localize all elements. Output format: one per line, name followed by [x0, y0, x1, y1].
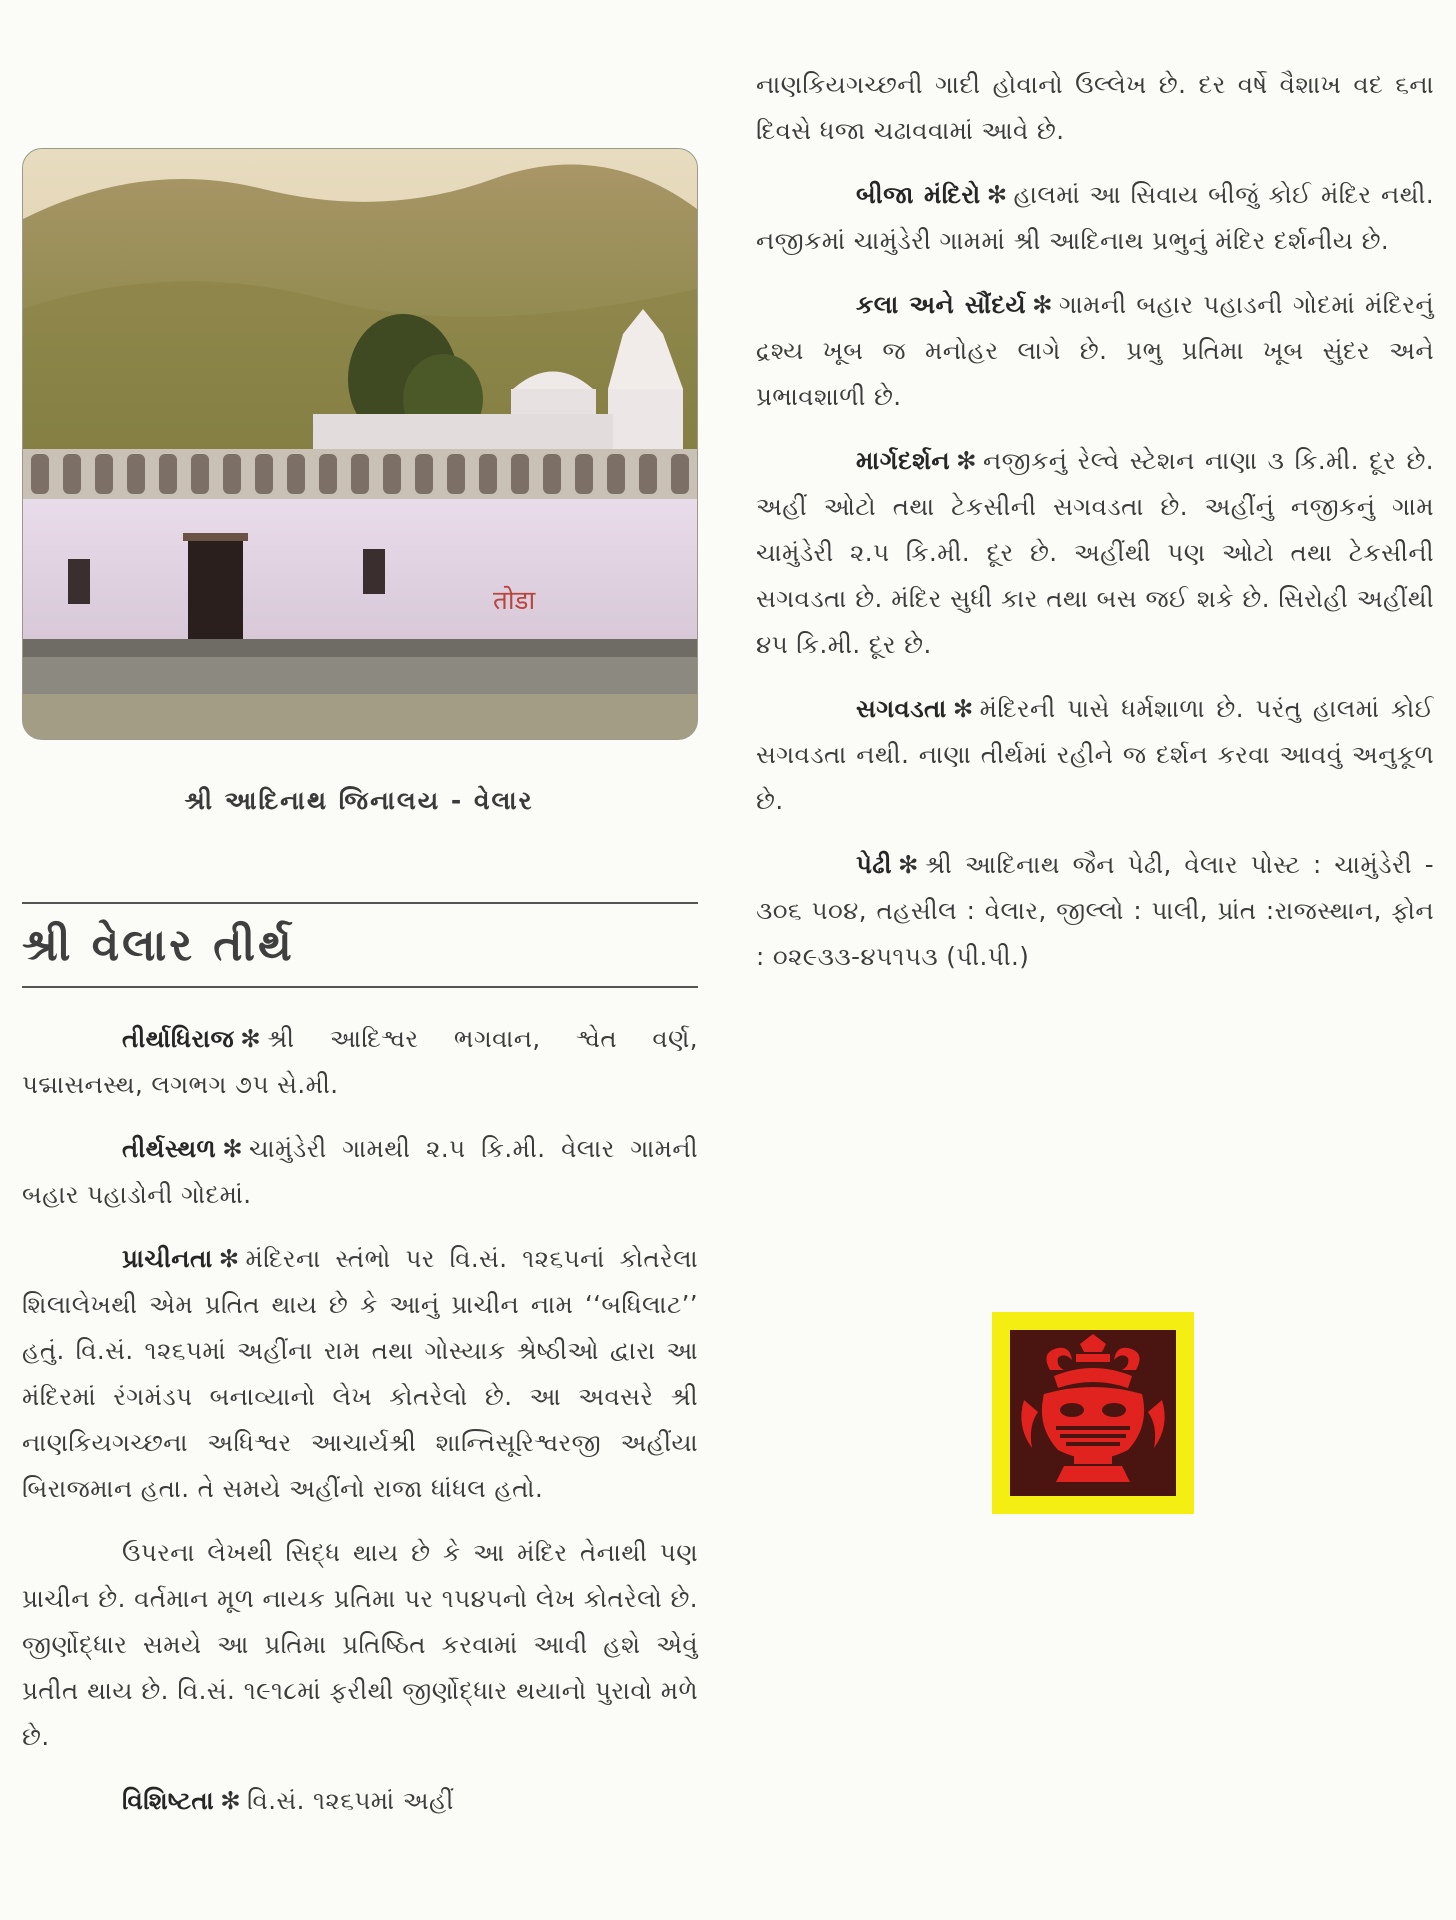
star-separator: ✻	[956, 446, 977, 475]
kalash-emblem-inner	[1010, 1330, 1176, 1496]
kalash-icon	[1010, 1330, 1176, 1496]
section-label: માર્ગદર્શન	[856, 446, 951, 475]
section-text: મંદિરની પાસે ધર્મશાળા છે. પરંતુ હાલમાં કોઈ સગવડતા નથી. નાણા તીર્થમાં રહીને જ દર્શન કરવા આવવું અનુકૂળ છે.	[756, 694, 1434, 815]
section-sagavadata	[756, 686, 1434, 824]
section-vishishtata	[22, 1778, 698, 1824]
section-text: મંદિરના સ્તંભો પર વિ.સં. ૧૨૬૫નાં કોતરેલા શિલાલેખથી એમ પ્રતિત થાય છે કે આનું પ્રાચીન નામ ‘‘બધિલાટ’’ હતું. વિ.સં. ૧૨૬૫માં અહીંના રામ તથા ગોસ્યાક શ્રેષ્ઠીઓ દ્વારા આ મંદિરમાં રંગમંડપ બનાવ્યાનો લેખ કોતરેલો છે. આ અવસરે શ્રી નાણકિયગચ્છના અધિશ્વર આચાર્યશ્રી શાન્તિસૂરિશ્વરજી અહીંયા બિરાજમાન હતા. તે સમયે અહીંનો રાજા ધાંધલ હતો.	[22, 1244, 698, 1503]
temple-photo-illustration	[23, 149, 697, 739]
section-label: વિશિષ્ટતા	[122, 1786, 215, 1815]
page-title: શ્રી વેલાર તીર્થ	[22, 920, 295, 971]
kalash-emblem	[992, 1312, 1194, 1514]
section-kala-saundarya	[756, 282, 1434, 420]
section-tirthadhiraj	[22, 1016, 698, 1108]
photo-caption: શ્રી આદિનાથ જિનાલય - વેલાર	[184, 786, 534, 815]
section-label: પેઢી	[856, 850, 892, 879]
wall-graffiti: तोडा	[493, 586, 536, 616]
section-label: કલા અને સૌંદર્ય	[856, 290, 1026, 319]
section-history-paragraph	[22, 1530, 698, 1760]
section-text: ગામની બહાર પહાડની ગોદમાં મંદિરનું દ્રશ્ય ખૂબ જ મનોહર લાગે છે. પ્રભુ પ્રતિમા ખૂબ સુંદર અને પ્રભાવશાળી છે.	[756, 290, 1435, 411]
star-separator: ✻	[986, 180, 1008, 209]
section-bija-mandiro	[756, 172, 1434, 264]
temple-photo	[22, 148, 698, 740]
section-label: પ્રાચીનતા	[122, 1244, 213, 1273]
star-separator: ✻	[220, 1786, 241, 1815]
left-column	[22, 1016, 698, 1842]
section-label: તીર્થાધિરાજ	[122, 1024, 235, 1053]
star-separator: ✻	[218, 1244, 240, 1273]
section-text: શ્રી આદિશ્વર ભગવાન, શ્વેત વર્ણ, પદ્માસનસ્થ, લગભગ ૭૫ સે.મી.	[22, 1024, 698, 1099]
star-separator: ✻	[952, 694, 974, 723]
section-text: નાણકિયગચ્છની ગાદી હોવાનો ઉલ્લેખ છે. દર વર્ષે વૈશાખ વદ ૬ના દિવસે ધજા ચઢાવવામાં આવે છે.	[756, 70, 1434, 145]
section-continued	[756, 62, 1434, 154]
star-separator: ✻	[240, 1024, 262, 1053]
section-prachinata	[22, 1236, 698, 1512]
star-separator: ✻	[222, 1134, 244, 1163]
right-column	[756, 62, 1434, 980]
section-tirthsthal	[22, 1126, 698, 1218]
section-pedhi	[756, 842, 1434, 980]
section-text: નજીકનું રેલ્વે સ્ટેશન નાણા ૩ કિ.મી. દૂર છે. અહીં ઓટો તથા ટેકસીની સગવડતા છે. અહીંનું નજીકનું ગામ ચામુંડેરી ૨.૫ કિ.મી. દૂર છે. અહીંથી પણ ઓટો તથા ટેકસીની સગવડતા છે. મંદિર સુધી કાર તથા બસ જઈ શકે છે. સિરોહી અહીંથી ૪૫ કિ.મી. દૂર છે.	[756, 446, 1434, 659]
section-label: તીર્થસ્થળ	[122, 1134, 217, 1163]
section-text: હાલમાં આ સિવાય બીજું કોઈ મંદિર નથી. નજીકમાં ચામુંડેરી ગામમાં શ્રી આદિનાથ પ્રભુનું મંદિર દર્શનીય છે.	[756, 180, 1435, 255]
section-label: સગવડતા	[856, 694, 947, 723]
section-label: બીજા મંદિરો	[856, 180, 981, 209]
star-separator: ✻	[1031, 290, 1053, 319]
section-text: શ્રી આદિનાથ જૈન પેઢી, વેલાર પોસ્ટ : ચામુંડેરી - ૩૦૬ ૫૦૪, તહસીલ : વેલાર, જીલ્લો : પાલી, પ્રાંત :રાજસ્થાન, ફોન : ૦૨૯૩૩-૪૫૧૫૩ (પી.પી.)	[756, 850, 1434, 971]
section-text: ચામુંડેરી ગામથી ૨.૫ કિ.મી. વેલાર ગામની બહાર પહાડોની ગોદમાં.	[22, 1134, 698, 1209]
section-text: ઉપરના લેખથી સિદ્ધ થાય છે કે આ મંદિર તેનાથી પણ પ્રાચીન છે. વર્તમાન મૂળ નાયક પ્રતિમા પર ૧૫૪૫નો લેખ કોતરેલો છે. જીર્ણોદ્ધાર સમયે આ પ્રતિમા પ્રતિષ્ઠિત કરવામાં આવી હશે એવું પ્રતીત થાય છે. વિ.સં. ૧૯૧૮માં ફરીથી જીર્ણોદ્ધાર થયાનો પુરાવો મળે છે.	[22, 1538, 698, 1751]
section-text: વિ.સં. ૧૨૬૫માં અહીં	[247, 1786, 454, 1815]
title-top-rule	[22, 902, 698, 904]
title-bottom-rule	[22, 986, 698, 988]
section-margdarshan	[756, 438, 1434, 668]
star-separator: ✻	[897, 850, 919, 879]
